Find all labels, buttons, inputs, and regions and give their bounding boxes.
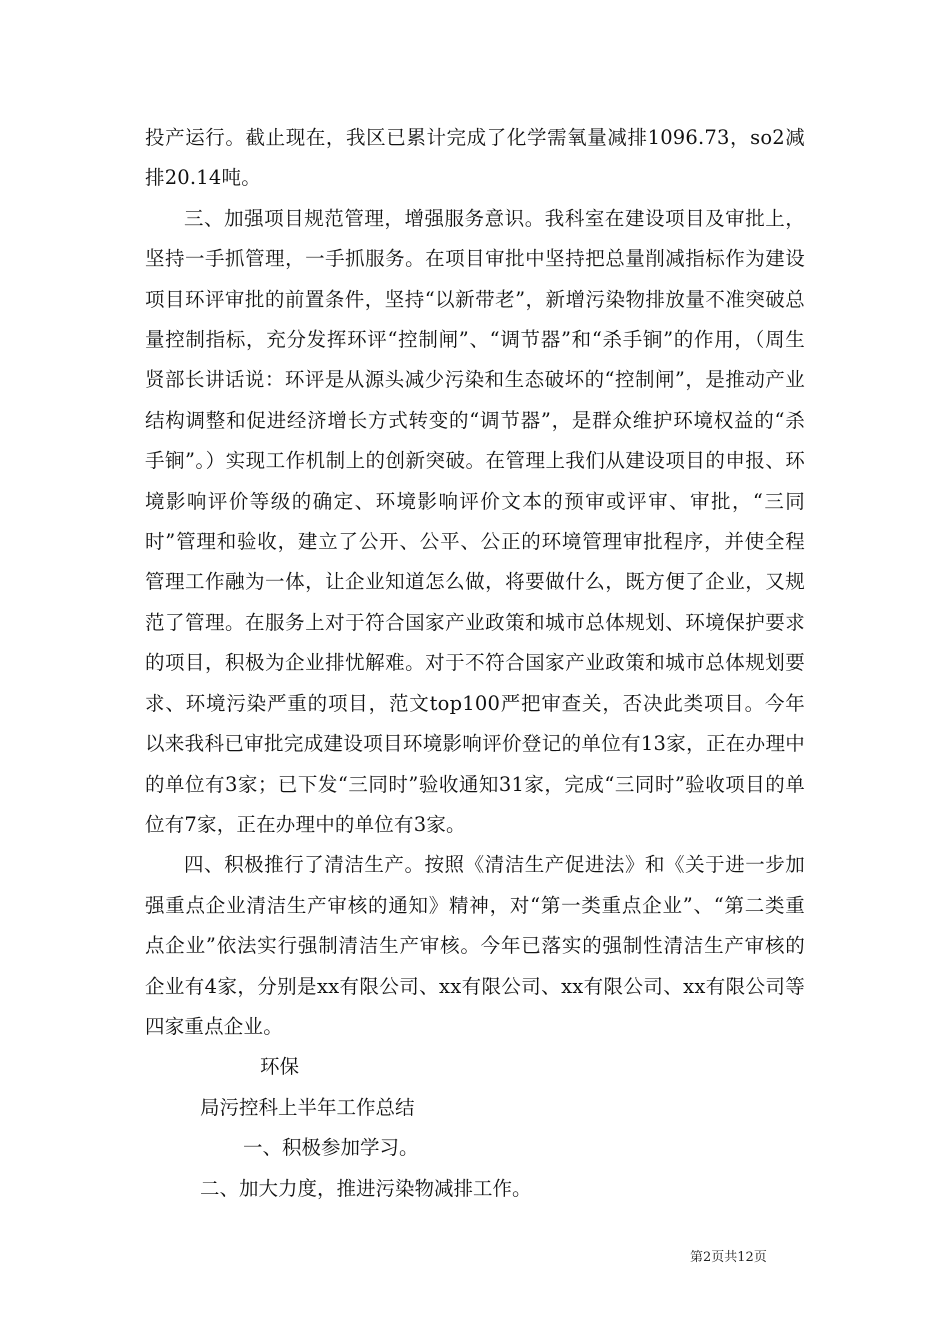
paragraph-clean-production: 四、积极推行了清洁生产。按照《清洁生产促进法》和《关于进一步加强重点企业清洁生产审核的通知》精神，对“第一类重点企业”、“第二类重点企业”依法实行强制清洁生产审核。今年已落实的强制性清洁生产审核的企业有4家，分别是xx有限公司、xx有限公司、xx有限公司、xx有限公司等四家重点企业。 xyxy=(145,853,805,1038)
paragraph-emission-results: 投产运行。截止现在，我区已累计完成了化学需氧量减排1096.73，so2减排20.14吨。 xyxy=(145,126,805,190)
fragment-item-emission-reduction: 二、加大力度，推进污染物减排工作。 xyxy=(200,1176,532,1200)
paragraph-project-management: 三、加强项目规范管理，增强服务意识。我科室在建设项目及审批上，坚持一手抓管理，一手抓服务。在项目审批中坚持把总量削减指标作为建设项目环评审批的前置条件，坚持“以新带老”，新增污染物排放量不准突破总量控制指标，充分发挥环评“控制闸”、“调节器”和“杀手锏”的作用，（周生贤部长讲话说：环评是从源头减少污染和生态破坏的“控制闸”，是推动产业结构调整和促进经济增长方式转变的“调节器”，是群众维护环境权益的“杀手锏”。）实现工作机制上的创新突破。在管理上我们从建设项目的申报、环境影响评价等级的确定、环境影响评价文本的预审或评审、审批，“三同时”管理和验收，建立了公开、公平、公正的环境管理审批程序，并使全程管理工作融为一体，让企业知道怎么做，将要做什么，既方便了企业，又规范了管理。在服务上对于符合国家产业政策和城市总体规划、环境保护要求的项目，积极为企业排忧解难。对于不符合国家产业政策和城市总体规划要求、环境污染严重的项目，范文top100严把审查关，否决此类项目。今年以来我科已审批完成建设项目环境影响评价登记的单位有13家，正在办理中的单位有3家；已下发“三同时”验收通知31家，完成“三同时”验收项目的单位有7家，正在办理中的单位有3家。 xyxy=(145,206,805,836)
document-body xyxy=(145,118,805,1209)
fragment-item-study: 一、积极参加学习。 xyxy=(243,1136,419,1160)
fragment-summary-title: 局污控科上半年工作总结 xyxy=(200,1095,415,1119)
fragment-env-protection: 环保 xyxy=(260,1055,300,1079)
page-number: 第2页共12页 xyxy=(690,1250,767,1265)
